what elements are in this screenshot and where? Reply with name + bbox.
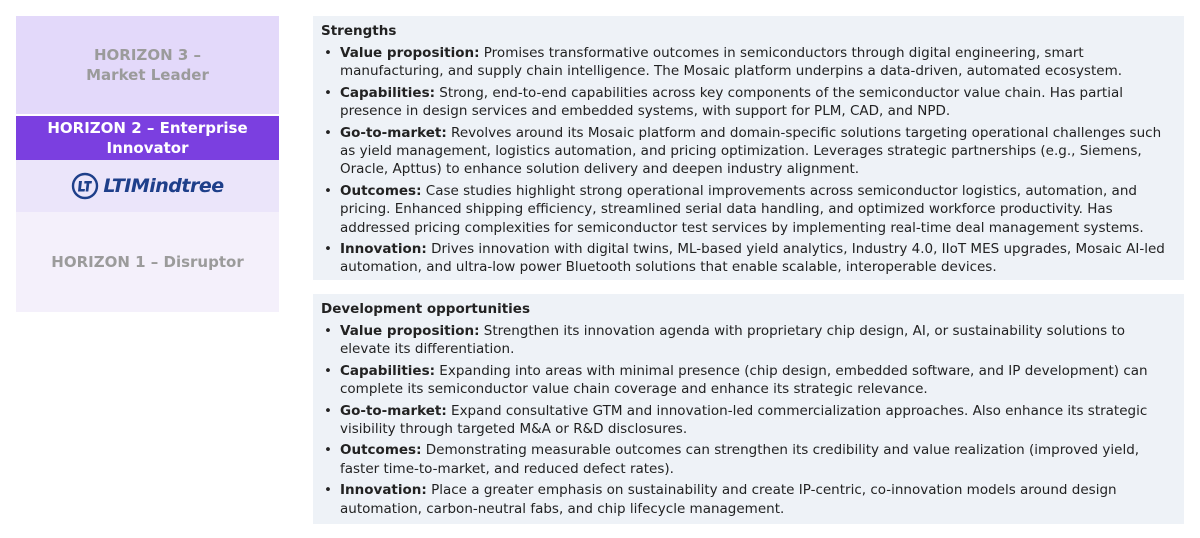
- item-label: Value proposition:: [340, 45, 480, 61]
- item-text: Promises transformative outcomes in semiconductors through digital engineering, smart manufacturing, and supply chain intelligence. The Mosaic platform underpins a data-driven, automated ecosystem.: [340, 45, 1123, 80]
- list-item: [321, 124, 1176, 179]
- horizon-2-line2: Innovator: [106, 139, 189, 157]
- item-text: Expanding into areas with minimal presence (chip design, embedded software, and IP development) can complete its semiconductor value chain coverage and enhance its strategic relevance.: [340, 362, 1148, 398]
- horizon-3-box: [16, 16, 279, 114]
- horizon-3-line2: Market Leader: [86, 66, 209, 84]
- list-item: [321, 402, 1176, 439]
- development-panel: [313, 294, 1184, 524]
- lt-logo-icon: [71, 172, 99, 200]
- company-logo: [71, 172, 223, 200]
- item-text: Case studies highlight strong operational improvements across semiconductor logistics, automation, and pricing. Enhanced shipping efficiency, streamlined serial data handling, and optimized workforce productivity. Has addressed pricing complexities for semiconductor test services by implementing real-time deal management systems.: [340, 182, 1144, 236]
- list-item: [321, 84, 1176, 121]
- item-text: Strong, end-to-end capabilities across key components of the semiconductor value chain. Has partial presence in design services and embedded systems, with support for PLM, CAD, and NPD.: [340, 84, 1123, 120]
- strengths-list: [321, 44, 1176, 277]
- item-text: Place a greater emphasis on sustainability and create IP-centric, co-innovation models around design automation, carbon-neutral fabs, and chip lifecycle management.: [340, 482, 1117, 517]
- item-text: Strengthen its innovation agenda with proprietary chip design, AI, or sustainability solutions to elevate its differentiation.: [340, 323, 1126, 358]
- item-label: Capabilities:: [340, 84, 436, 101]
- horizon-column: [16, 16, 279, 312]
- list-item: [321, 362, 1176, 399]
- item-label: Go-to-market:: [340, 402, 447, 419]
- company-logo-text: LTIMindtree: [103, 175, 224, 197]
- list-item: [321, 182, 1176, 237]
- list-item: [321, 322, 1176, 359]
- strengths-panel: [313, 16, 1184, 280]
- development-list: [321, 322, 1176, 518]
- list-item: [321, 481, 1176, 518]
- item-label: Innovation:: [340, 241, 427, 258]
- item-label: Value proposition:: [340, 323, 480, 339]
- list-item: [321, 240, 1176, 277]
- horizon-2-box: [16, 116, 279, 160]
- horizon-1-label: HORIZON 1 – Disruptor: [51, 253, 244, 271]
- item-label: Outcomes:: [340, 182, 422, 199]
- item-label: Outcomes:: [340, 442, 422, 459]
- list-item: [321, 44, 1176, 81]
- item-text: Expand consultative GTM and innovation-led commercialization approaches. Also enhance its strategic visibility through targeted M&A or R&D disclosures.: [340, 402, 1148, 438]
- development-title: Development opportunities: [321, 301, 530, 317]
- horizon-2-line1: HORIZON 2 – Enterprise: [47, 119, 248, 137]
- item-label: Capabilities:: [340, 362, 436, 379]
- strengths-title: Strengths: [321, 23, 397, 39]
- list-item: [321, 441, 1176, 478]
- item-text: Drives innovation with digital twins, ML-based yield analytics, Industry 4.0, IIoT MES upgrades, Mosaic AI-led automation, and ultra-low power Bluetooth solutions that enable scalable, interoperable devices.: [340, 241, 1165, 276]
- item-text: Demonstrating measurable outcomes can strengthen its credibility and value realization (improved yield, faster time-to-market, and reduced defect rates).: [340, 442, 1140, 477]
- item-label: Go-to-market:: [340, 124, 447, 141]
- item-text: Revolves around its Mosaic platform and domain-specific solutions targeting operational challenges such as yield management, logistics automation, and pricing optimization. Leverages strategic partnerships (e.g., Siemens, Oracle, Apttus) to enhance solution delivery and deepen industry alignment.: [340, 124, 1162, 178]
- company-logo-box: [16, 160, 279, 212]
- horizon-1-box: [16, 212, 279, 312]
- item-label: Innovation:: [340, 482, 427, 499]
- horizon-3-line1: HORIZON 3 –: [94, 46, 201, 64]
